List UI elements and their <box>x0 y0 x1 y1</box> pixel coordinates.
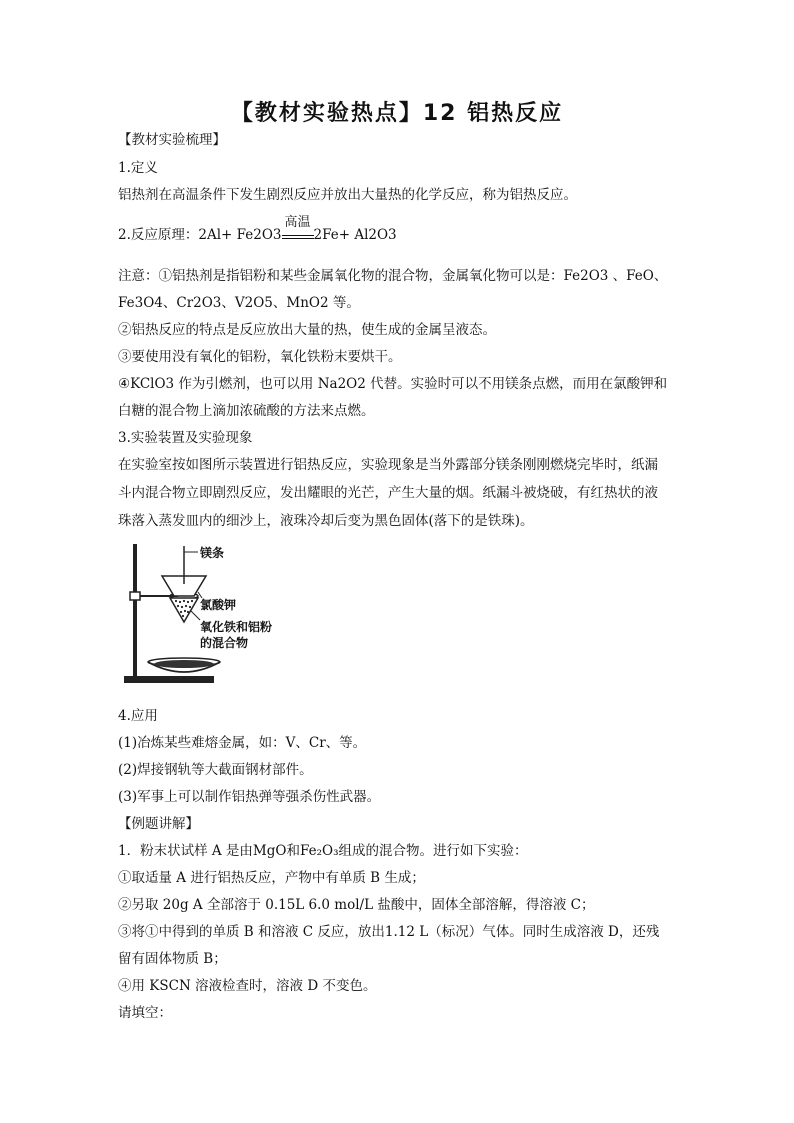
reaction-arrow <box>282 214 314 242</box>
section-header-textbook: 【教材实验梳理】 <box>118 132 226 148</box>
definition-title: 1.定义 <box>118 160 158 176</box>
reaction-condition: 高温 <box>284 214 311 230</box>
example-step-3a: ③将①中得到的单质 B 和溶液 C 反应，放出1.12 L（标况）气体。同时生成溶液 D，还残 <box>118 924 660 940</box>
example-step-3b: 留有固体物质 B； <box>118 951 227 967</box>
apparatus-text-1: 在实验室按如图所示装置进行铝热反应，实验现象是当外露部分镁条刚刚燃烧完毕时，纸漏 <box>118 457 658 473</box>
principle-prefix: 2.反应原理：2Al+ Fe2O3 <box>118 227 282 243</box>
label-potassium-chlorate: 氯酸钾 <box>200 598 237 612</box>
label-mixture-2: 的混合物 <box>200 636 249 650</box>
example-step-4: ④用 KSCN 溶液检查时，溶液 D 不变色。 <box>118 978 377 994</box>
stand-base <box>124 676 214 683</box>
label-mixture-1: 氧化铁和铝粉 <box>200 620 273 634</box>
example-step-2: ②另取 20g A 全部溶于 0.15L 6.0 mol/L 盐酸中，固体全部溶解，得溶液 C； <box>118 897 595 913</box>
stand-rod <box>133 544 137 677</box>
apparatus-title: 3.实验装置及实验现象 <box>118 430 253 446</box>
note-2: ②铝热反应的特点是反应放出大量的热，使生成的金属呈液态。 <box>118 322 496 338</box>
application-1: (1)冶炼某些难熔金属，如：V、Cr、等。 <box>118 735 367 751</box>
example-fill-in: 请填空： <box>118 1005 172 1021</box>
definition-text: 铝热剂在高温条件下发生剧烈反应并放出大量热的化学反应，称为铝热反应。 <box>118 187 577 203</box>
note-1a: 注意：①铝热剂是指铝粉和某些金属氧化物的混合物，金属氧化物可以是：Fe2O3 、FeO、 <box>118 268 668 284</box>
example-question-1: 1．粉末状试样 A 是由MgO和Fe₂O₃组成的混合物。进行如下实验： <box>118 843 528 859</box>
reaction-principle <box>118 214 397 245</box>
example-step-1: ①取适量 A 进行铝热反应，产物中有单质 B 生成； <box>118 870 425 886</box>
clamp <box>130 592 140 600</box>
apparatus-text-3: 珠落入蒸发皿内的细沙上，液珠冷却后变为黑色固体(落下的是铁珠)。 <box>118 513 534 529</box>
sand <box>154 660 214 668</box>
fe2o3-formula: Fe₂O₃ <box>299 843 339 859</box>
label-magnesium: 镁条 <box>200 546 225 560</box>
apparatus-text-2: 斗内混合物立即剧烈反应，发出耀眼的光芒，产生大量的烟。纸漏斗被烧破，有红热状的液 <box>118 485 658 501</box>
note-1b: Fe3O4、Cr2O3、V2O5、MnO2 等。 <box>118 295 360 311</box>
application-2: (2)焊接钢轨等大截面钢材部件。 <box>118 762 313 778</box>
page-title: 【教材实验热点】12 铝热反应 <box>230 101 564 126</box>
note-4a: ④KClO3 作为引燃剂，也可以用 Na2O2 代替。实验时可以不用镁条点燃，而用在氯酸钾和 <box>118 376 668 392</box>
note-3: ③要使用没有氧化的铝粉，氧化铁粉末要烘干。 <box>118 349 402 365</box>
principle-suffix: 2Fe+ Al2O3 <box>313 227 397 243</box>
note-4b: 白糖的混合物上滴加浓硫酸的方法来点燃。 <box>118 403 375 419</box>
application-title: 4.应用 <box>118 708 158 724</box>
apparatus-drawing <box>118 540 318 690</box>
apparatus-figure <box>118 540 318 690</box>
application-3: (3)军事上可以制作铝热弹等强杀伤性武器。 <box>118 789 381 805</box>
mgo-formula: MgO <box>252 843 287 859</box>
section-header-examples: 【例题讲解】 <box>118 816 199 832</box>
